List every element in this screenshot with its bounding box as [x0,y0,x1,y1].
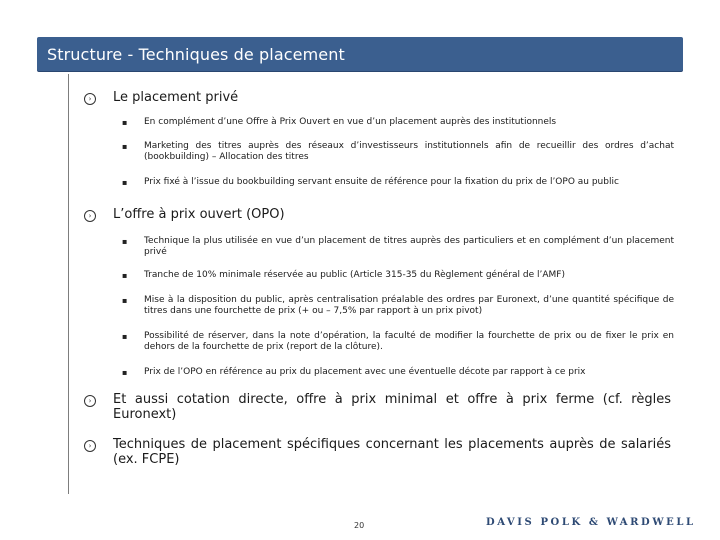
list-item-text: Prix fixé à l’issue du bookbuilding servant ensuite de référence pour la fixation du prix de l’OPO au public [144,177,619,187]
list-item-text: En complément d’une Offre à Prix Ouvert en vue d’un placement auprès des institutionnels [144,117,557,127]
square-bullet-icon: ▪ [122,271,128,280]
list-item-text: Mise à la disposition du public, après centralisation préalable des ordres par Euronext, d’une quantité spécifique de titres dans une fourchette de prix (+ ou – 7,5% par rapport à un prix pivot) [144,295,674,316]
square-bullet-icon: ▪ [122,332,128,341]
list-item-text: Prix de l’OPO en référence au prix du placement avec une éventuelle décote par rapport à ce prix [144,367,586,377]
slide-title-bar [37,37,683,71]
square-bullet-icon: ▪ [122,142,128,151]
section-label: Techniques de placement spécifiques concernant les placements auprès de salariés (ex. FCPE) [113,437,671,467]
section-label: L’offre à prix ouvert (OPO) [113,207,285,222]
page-number: 20 [354,521,365,530]
square-bullet-icon: ▪ [122,118,128,127]
circled-chevron-right-icon: › [84,440,96,452]
list-item-text: Possibilité de réserver, dans la note d’opération, la faculté de modifier la fourchette de prix ou de fixer le prix en dehors de la fourchette de prix (report de la clôture). [144,331,674,352]
square-bullet-icon: ▪ [122,178,128,187]
circled-chevron-right-icon: › [84,93,96,105]
square-bullet-icon: ▪ [122,237,128,246]
list-item-text: Technique la plus utilisée en vue d’un placement de titres auprès des particuliers et en complément d’un placement privé [144,236,674,257]
list-item-text: Tranche de 10% minimale réservée au public (Article 315-35 du Règlement général de l’AMF) [144,270,565,280]
list-item-text: Marketing des titres auprès des réseaux d’investisseurs institutionnels afin de recueillir des ordres d’achat (bookbuilding) – Allocation des titres [144,141,674,162]
circled-chevron-right-icon: › [84,395,96,407]
firm-logo: DAVIS POLK & WARDWELL [486,517,696,528]
section-label: Le placement privé [113,90,239,105]
square-bullet-icon: ▪ [122,368,128,377]
vertical-divider-line [68,74,69,494]
slide-title: Structure - Techniques de placement [47,45,345,64]
square-bullet-icon: ▪ [122,296,128,305]
section-label: Et aussi cotation directe, offre à prix minimal et offre à prix ferme (cf. règles Euronext) [113,392,671,422]
circled-chevron-right-icon: › [84,210,96,222]
